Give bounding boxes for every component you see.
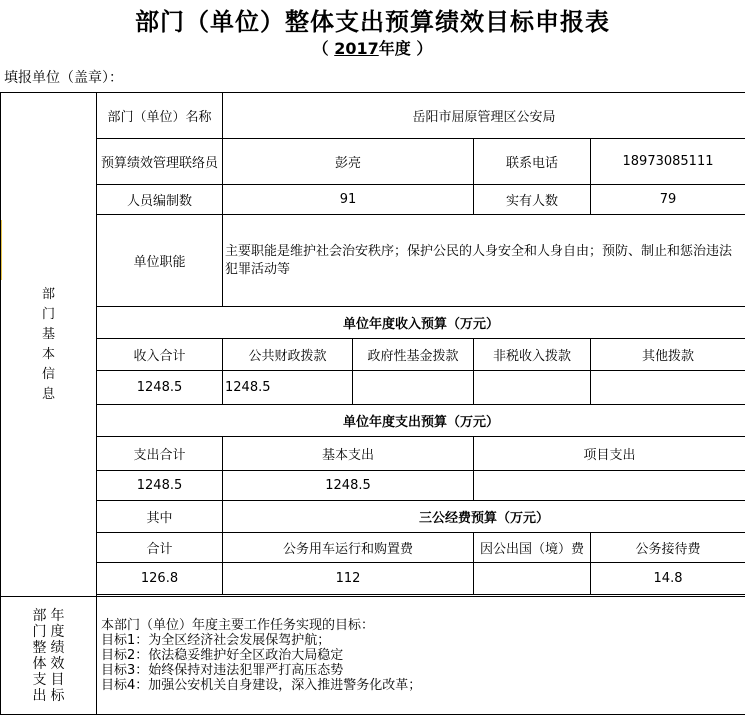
phone-value[interactable]: 18973085111 <box>591 139 745 185</box>
subtitle-open: （ <box>312 39 335 58</box>
duty-value[interactable]: 主要职能是维护社会治安秩序；保护公民的人身安全和人身自由；预防、制止和惩治违法犯罪活动等 <box>223 215 745 307</box>
goal-item-4: 目标4：加强公安机关自身建设，深入推进警务化改革； <box>101 678 422 693</box>
subtitle-year: 2017 <box>334 39 379 58</box>
row-income-header <box>1 307 745 339</box>
row-duty <box>1 215 745 307</box>
income-val-non-tax[interactable] <box>474 371 591 405</box>
income-col-total: 收入合计 <box>97 339 223 371</box>
three-public-val-total[interactable]: 126.8 <box>97 563 223 595</box>
expense-val-basic[interactable]: 1248.5 <box>223 471 474 501</box>
three-public-col-reception: 公务接待费 <box>591 533 745 563</box>
goals-intro: 本部门（单位）年度主要工作任务实现的目标： <box>101 618 375 633</box>
income-val-gov-fund[interactable] <box>353 371 474 405</box>
filler-unit-label: 填报单位（盖章）： <box>4 70 123 86</box>
three-public-header: 三公经费预算（万元） <box>223 501 745 533</box>
three-public-val-reception[interactable]: 14.8 <box>591 563 745 595</box>
row-income-values <box>1 371 745 405</box>
income-val-public[interactable]: 1248.5 <box>223 371 353 405</box>
row-goals <box>1 597 745 715</box>
contact-person-label: 预算绩效管理联络员 <box>97 139 223 185</box>
three-public-col-vehicle: 公务用车运行和购置费 <box>223 533 474 563</box>
duty-label: 单位职能 <box>97 215 223 307</box>
row-expense-header <box>1 405 745 437</box>
row-expense-values <box>1 471 745 501</box>
unit-name-label: 部门（单位）名称 <box>97 93 223 139</box>
row-income-columns <box>1 339 745 371</box>
expense-header: 单位年度支出预算（万元） <box>97 405 745 437</box>
form-subtitle <box>0 36 745 59</box>
goal-item-2: 目标2：依法稳妥维护好全区政治大局稳定 <box>101 648 344 663</box>
three-public-col-total: 合计 <box>97 533 223 563</box>
goals-label <box>1 597 97 715</box>
row-three-public-values <box>1 563 745 595</box>
expense-val-total[interactable]: 1248.5 <box>97 471 223 501</box>
staff-quota-value[interactable]: 91 <box>223 185 474 215</box>
income-col-gov-fund: 政府性基金拨款 <box>353 339 474 371</box>
section-label-basic-info <box>1 93 97 597</box>
section-label-text: 部 门 基 本 信 息 <box>41 286 55 402</box>
goal-item-1: 目标1：为全区经济社会发展保驾护航； <box>101 633 331 648</box>
expense-col-basic: 基本支出 <box>223 437 474 471</box>
form-title: 部门（单位）整体支出预算绩效目标申报表 <box>135 8 610 36</box>
income-col-public: 公共财政拨款 <box>223 339 353 371</box>
goal-item-3: 目标3：始终保持对违法犯罪严打高压态势 <box>101 663 344 678</box>
goals-label-col1: 部 门 整 体 支 出 <box>32 607 47 704</box>
income-val-total[interactable]: 1248.5 <box>97 371 223 405</box>
three-public-val-vehicle[interactable]: 112 <box>223 563 474 595</box>
income-col-other: 其他拨款 <box>591 339 745 371</box>
goals-content[interactable] <box>97 597 745 715</box>
row-three-public-columns <box>1 533 745 563</box>
row-contact <box>1 139 745 185</box>
phone-label: 联系电话 <box>474 139 591 185</box>
contact-person-value[interactable]: 彭亮 <box>223 139 474 185</box>
staff-quota-label: 人员编制数 <box>97 185 223 215</box>
unit-name-value[interactable]: 岳阳市屈原管理区公安局 <box>223 93 745 139</box>
among-label: 其中 <box>97 501 223 533</box>
income-col-non-tax: 非税收入拨款 <box>474 339 591 371</box>
actual-staff-label: 实有人数 <box>474 185 591 215</box>
income-header: 单位年度收入预算（万元） <box>97 307 745 339</box>
income-val-other[interactable] <box>591 371 745 405</box>
row-staff <box>1 185 745 215</box>
expense-col-project: 项目支出 <box>474 437 745 471</box>
three-public-col-abroad: 因公出国（境）费 <box>474 533 591 563</box>
goals-label-pair <box>3 608 94 704</box>
subtitle-close: 年度 ） <box>378 39 433 58</box>
three-public-val-abroad[interactable] <box>474 563 591 595</box>
row-expense-columns <box>1 437 745 471</box>
expense-col-total: 支出合计 <box>97 437 223 471</box>
goals-label-col2: 年 度 绩 效 目 标 <box>50 607 65 704</box>
expense-val-project[interactable] <box>474 471 745 501</box>
budget-form-table <box>0 92 745 715</box>
row-unit-name <box>1 93 745 139</box>
actual-staff-value[interactable]: 79 <box>591 185 745 215</box>
row-three-public-header <box>1 501 745 533</box>
